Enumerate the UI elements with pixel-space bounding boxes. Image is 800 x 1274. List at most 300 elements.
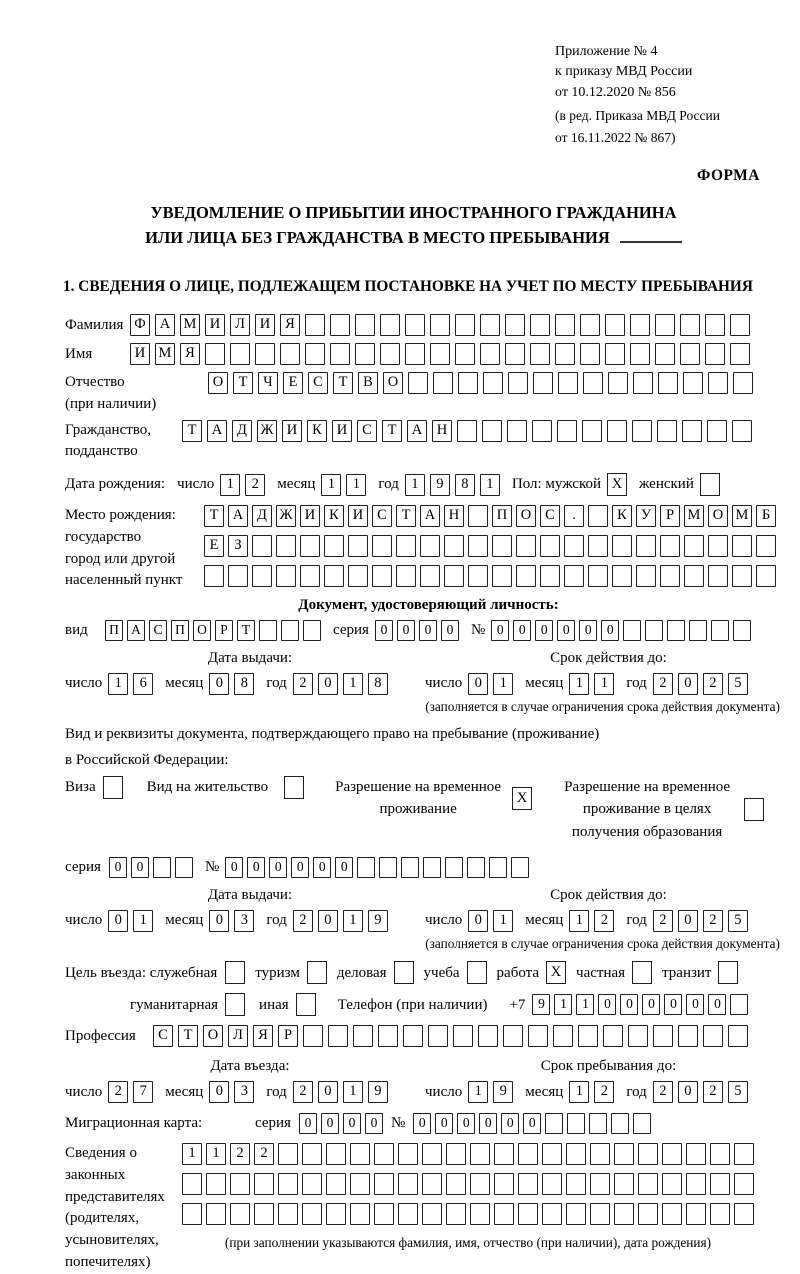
- char-box[interactable]: [455, 343, 475, 365]
- char-box[interactable]: [470, 1203, 490, 1225]
- char-box[interactable]: П: [105, 620, 123, 641]
- char-box[interactable]: 1: [321, 474, 341, 496]
- char-box[interactable]: [686, 1173, 706, 1195]
- char-box[interactable]: 0: [413, 1113, 431, 1134]
- char-box[interactable]: [660, 565, 680, 587]
- temp-permit-checkbox[interactable]: X: [512, 787, 532, 810]
- char-box[interactable]: 2: [254, 1143, 274, 1165]
- char-box[interactable]: 6: [133, 673, 153, 695]
- char-box[interactable]: [508, 372, 528, 394]
- char-box[interactable]: 5: [728, 910, 748, 932]
- char-box[interactable]: [540, 535, 560, 557]
- char-box[interactable]: [453, 1025, 473, 1047]
- char-box[interactable]: [280, 343, 300, 365]
- char-box[interactable]: [401, 857, 419, 878]
- char-box[interactable]: 9: [368, 910, 388, 932]
- char-box[interactable]: 0: [513, 620, 531, 641]
- char-box[interactable]: [175, 857, 193, 878]
- char-box[interactable]: 5: [728, 1081, 748, 1103]
- char-box[interactable]: [518, 1143, 538, 1165]
- char-box[interactable]: [732, 565, 752, 587]
- char-box[interactable]: И: [255, 314, 275, 336]
- char-box[interactable]: 2: [230, 1143, 250, 1165]
- char-box[interactable]: [614, 1203, 634, 1225]
- char-box[interactable]: [468, 565, 488, 587]
- char-box[interactable]: И: [282, 420, 302, 442]
- char-box[interactable]: [324, 535, 344, 557]
- char-box[interactable]: [305, 343, 325, 365]
- char-box[interactable]: [405, 314, 425, 336]
- char-box[interactable]: [667, 620, 685, 641]
- char-box[interactable]: [458, 372, 478, 394]
- char-box[interactable]: [653, 1025, 673, 1047]
- char-box[interactable]: [588, 565, 608, 587]
- char-box[interactable]: [607, 420, 627, 442]
- char-box[interactable]: 1: [594, 673, 614, 695]
- char-box[interactable]: 2: [594, 1081, 614, 1103]
- char-box[interactable]: [662, 1143, 682, 1165]
- char-box[interactable]: Я: [280, 314, 300, 336]
- char-box[interactable]: [710, 1173, 730, 1195]
- char-box[interactable]: [611, 1113, 629, 1134]
- char-box[interactable]: [422, 1203, 442, 1225]
- char-box[interactable]: [348, 535, 368, 557]
- char-box[interactable]: 0: [209, 1081, 229, 1103]
- char-box[interactable]: [348, 565, 368, 587]
- char-box[interactable]: [374, 1173, 394, 1195]
- char-box[interactable]: 0: [365, 1113, 383, 1134]
- char-box[interactable]: [494, 1203, 514, 1225]
- char-box[interactable]: К: [324, 505, 344, 527]
- char-box[interactable]: 0: [598, 994, 616, 1015]
- char-box[interactable]: 1: [346, 474, 366, 496]
- char-box[interactable]: О: [708, 505, 728, 527]
- char-box[interactable]: [482, 420, 502, 442]
- char-box[interactable]: 0: [397, 620, 415, 641]
- char-box[interactable]: М: [155, 343, 175, 365]
- char-box[interactable]: [326, 1143, 346, 1165]
- char-box[interactable]: 2: [703, 1081, 723, 1103]
- char-box[interactable]: [324, 565, 344, 587]
- char-box[interactable]: [708, 372, 728, 394]
- char-box[interactable]: [326, 1203, 346, 1225]
- purpose-commercial-checkbox[interactable]: [394, 961, 414, 984]
- char-box[interactable]: А: [228, 505, 248, 527]
- char-box[interactable]: [505, 314, 525, 336]
- char-box[interactable]: [530, 343, 550, 365]
- char-box[interactable]: [542, 1143, 562, 1165]
- char-box[interactable]: [542, 1203, 562, 1225]
- char-box[interactable]: Ж: [257, 420, 277, 442]
- char-box[interactable]: [730, 994, 748, 1015]
- char-box[interactable]: [468, 505, 488, 527]
- char-box[interactable]: 1: [493, 673, 513, 695]
- char-box[interactable]: [255, 343, 275, 365]
- char-box[interactable]: [408, 372, 428, 394]
- char-box[interactable]: [734, 1143, 754, 1165]
- char-box[interactable]: [542, 1173, 562, 1195]
- purpose-humanitarian-checkbox[interactable]: [225, 993, 245, 1016]
- char-box[interactable]: 0: [247, 857, 265, 878]
- char-box[interactable]: 1: [343, 673, 363, 695]
- char-box[interactable]: Т: [396, 505, 416, 527]
- char-box[interactable]: [730, 314, 750, 336]
- char-box[interactable]: [420, 535, 440, 557]
- char-box[interactable]: [446, 1173, 466, 1195]
- char-box[interactable]: 0: [678, 910, 698, 932]
- char-box[interactable]: [603, 1025, 623, 1047]
- char-box[interactable]: [330, 314, 350, 336]
- char-box[interactable]: 1: [343, 1081, 363, 1103]
- char-box[interactable]: 2: [245, 474, 265, 496]
- char-box[interactable]: 2: [703, 910, 723, 932]
- char-box[interactable]: [503, 1025, 523, 1047]
- char-box[interactable]: [396, 565, 416, 587]
- char-box[interactable]: 1: [569, 673, 589, 695]
- char-box[interactable]: [470, 1173, 490, 1195]
- char-box[interactable]: 2: [108, 1081, 128, 1103]
- char-box[interactable]: [300, 565, 320, 587]
- char-box[interactable]: [516, 565, 536, 587]
- char-box[interactable]: 2: [293, 910, 313, 932]
- char-box[interactable]: [278, 1173, 298, 1195]
- char-box[interactable]: 0: [664, 994, 682, 1015]
- char-box[interactable]: [732, 535, 752, 557]
- visa-checkbox[interactable]: [103, 776, 123, 799]
- char-box[interactable]: 0: [535, 620, 553, 641]
- char-box[interactable]: [252, 535, 272, 557]
- char-box[interactable]: 0: [109, 857, 127, 878]
- char-box[interactable]: И: [348, 505, 368, 527]
- char-box[interactable]: 0: [620, 994, 638, 1015]
- char-box[interactable]: [638, 1143, 658, 1165]
- char-box[interactable]: 1: [206, 1143, 226, 1165]
- char-box[interactable]: [403, 1025, 423, 1047]
- char-box[interactable]: 9: [430, 474, 450, 496]
- char-box[interactable]: [708, 535, 728, 557]
- char-box[interactable]: [678, 1025, 698, 1047]
- char-box[interactable]: [302, 1143, 322, 1165]
- char-box[interactable]: [206, 1173, 226, 1195]
- char-box[interactable]: [590, 1143, 610, 1165]
- char-box[interactable]: Я: [180, 343, 200, 365]
- char-box[interactable]: Д: [232, 420, 252, 442]
- char-box[interactable]: [567, 1113, 585, 1134]
- char-box[interactable]: [633, 372, 653, 394]
- char-box[interactable]: Т: [237, 620, 255, 641]
- char-box[interactable]: 0: [209, 910, 229, 932]
- char-box[interactable]: 0: [335, 857, 353, 878]
- purpose-transit-checkbox[interactable]: [718, 961, 738, 984]
- char-box[interactable]: [589, 1113, 607, 1134]
- char-box[interactable]: [533, 372, 553, 394]
- char-box[interactable]: [660, 535, 680, 557]
- char-box[interactable]: [590, 1173, 610, 1195]
- char-box[interactable]: [564, 535, 584, 557]
- char-box[interactable]: [630, 314, 650, 336]
- char-box[interactable]: [480, 314, 500, 336]
- char-box[interactable]: [398, 1143, 418, 1165]
- purpose-business-checkbox[interactable]: [225, 961, 245, 984]
- char-box[interactable]: 0: [269, 857, 287, 878]
- char-box[interactable]: [564, 565, 584, 587]
- char-box[interactable]: 0: [321, 1113, 339, 1134]
- char-box[interactable]: [530, 314, 550, 336]
- char-box[interactable]: У: [636, 505, 656, 527]
- char-box[interactable]: [518, 1203, 538, 1225]
- char-box[interactable]: М: [684, 505, 704, 527]
- char-box[interactable]: 3: [234, 1081, 254, 1103]
- char-box[interactable]: [590, 1203, 610, 1225]
- char-box[interactable]: [555, 343, 575, 365]
- char-box[interactable]: [302, 1203, 322, 1225]
- char-box[interactable]: 0: [686, 994, 704, 1015]
- char-box[interactable]: 2: [653, 910, 673, 932]
- char-box[interactable]: [422, 1173, 442, 1195]
- char-box[interactable]: [686, 1143, 706, 1165]
- char-box[interactable]: [605, 343, 625, 365]
- char-box[interactable]: [612, 535, 632, 557]
- char-box[interactable]: 0: [523, 1113, 541, 1134]
- char-box[interactable]: 0: [108, 910, 128, 932]
- char-box[interactable]: 2: [293, 673, 313, 695]
- char-box[interactable]: [558, 372, 578, 394]
- char-box[interactable]: Р: [660, 505, 680, 527]
- char-box[interactable]: [683, 372, 703, 394]
- char-box[interactable]: [328, 1025, 348, 1047]
- char-box[interactable]: [710, 1143, 730, 1165]
- char-box[interactable]: 0: [491, 620, 509, 641]
- char-box[interactable]: [467, 857, 485, 878]
- char-box[interactable]: А: [127, 620, 145, 641]
- char-box[interactable]: С: [153, 1025, 173, 1047]
- char-box[interactable]: [734, 1203, 754, 1225]
- char-box[interactable]: [628, 1025, 648, 1047]
- char-box[interactable]: [638, 1203, 658, 1225]
- char-box[interactable]: Н: [444, 505, 464, 527]
- char-box[interactable]: [374, 1203, 394, 1225]
- char-box[interactable]: В: [358, 372, 378, 394]
- char-box[interactable]: [756, 565, 776, 587]
- char-box[interactable]: [355, 343, 375, 365]
- purpose-tourism-checkbox[interactable]: [307, 961, 327, 984]
- char-box[interactable]: 7: [133, 1081, 153, 1103]
- char-box[interactable]: [580, 343, 600, 365]
- char-box[interactable]: 0: [131, 857, 149, 878]
- char-box[interactable]: 1: [480, 474, 500, 496]
- char-box[interactable]: [446, 1143, 466, 1165]
- char-box[interactable]: [398, 1173, 418, 1195]
- char-box[interactable]: [372, 565, 392, 587]
- char-box[interactable]: Р: [215, 620, 233, 641]
- char-box[interactable]: [252, 565, 272, 587]
- char-box[interactable]: 1: [493, 910, 513, 932]
- char-box[interactable]: 0: [501, 1113, 519, 1134]
- char-box[interactable]: 1: [554, 994, 572, 1015]
- char-box[interactable]: .: [564, 505, 584, 527]
- char-box[interactable]: З: [228, 535, 248, 557]
- char-box[interactable]: [710, 1203, 730, 1225]
- char-box[interactable]: Ф: [130, 314, 150, 336]
- char-box[interactable]: [684, 535, 704, 557]
- char-box[interactable]: [457, 420, 477, 442]
- char-box[interactable]: [305, 314, 325, 336]
- char-box[interactable]: 0: [642, 994, 660, 1015]
- char-box[interactable]: 2: [594, 910, 614, 932]
- char-box[interactable]: [423, 857, 441, 878]
- char-box[interactable]: [422, 1143, 442, 1165]
- char-box[interactable]: [655, 343, 675, 365]
- char-box[interactable]: 0: [441, 620, 459, 641]
- char-box[interactable]: Я: [253, 1025, 273, 1047]
- char-box[interactable]: 0: [313, 857, 331, 878]
- char-box[interactable]: О: [203, 1025, 223, 1047]
- char-box[interactable]: 2: [703, 673, 723, 695]
- char-box[interactable]: [259, 620, 277, 641]
- char-box[interactable]: Е: [283, 372, 303, 394]
- char-box[interactable]: Р: [278, 1025, 298, 1047]
- char-box[interactable]: 2: [653, 673, 673, 695]
- char-box[interactable]: 1: [343, 910, 363, 932]
- char-box[interactable]: Н: [432, 420, 452, 442]
- char-box[interactable]: [480, 343, 500, 365]
- char-box[interactable]: [756, 535, 776, 557]
- char-box[interactable]: [684, 565, 704, 587]
- char-box[interactable]: [470, 1143, 490, 1165]
- char-box[interactable]: [614, 1173, 634, 1195]
- char-box[interactable]: И: [130, 343, 150, 365]
- char-box[interactable]: [632, 420, 652, 442]
- char-box[interactable]: 0: [468, 673, 488, 695]
- char-box[interactable]: А: [407, 420, 427, 442]
- char-box[interactable]: [582, 420, 602, 442]
- char-box[interactable]: Л: [228, 1025, 248, 1047]
- char-box[interactable]: К: [612, 505, 632, 527]
- char-box[interactable]: [330, 343, 350, 365]
- char-box[interactable]: [605, 314, 625, 336]
- char-box[interactable]: [730, 343, 750, 365]
- purpose-private-checkbox[interactable]: [632, 961, 652, 984]
- char-box[interactable]: [230, 343, 250, 365]
- char-box[interactable]: [657, 420, 677, 442]
- char-box[interactable]: [353, 1025, 373, 1047]
- char-box[interactable]: 1: [569, 1081, 589, 1103]
- char-box[interactable]: [630, 343, 650, 365]
- char-box[interactable]: [379, 857, 397, 878]
- char-box[interactable]: И: [332, 420, 352, 442]
- char-box[interactable]: [355, 314, 375, 336]
- char-box[interactable]: 1: [133, 910, 153, 932]
- char-box[interactable]: 0: [579, 620, 597, 641]
- char-box[interactable]: [518, 1173, 538, 1195]
- char-box[interactable]: 0: [601, 620, 619, 641]
- edu-permit-checkbox[interactable]: [744, 798, 764, 821]
- char-box[interactable]: 0: [457, 1113, 475, 1134]
- char-box[interactable]: [588, 535, 608, 557]
- char-box[interactable]: [278, 1143, 298, 1165]
- char-box[interactable]: [489, 857, 507, 878]
- char-box[interactable]: 0: [708, 994, 726, 1015]
- char-box[interactable]: Т: [333, 372, 353, 394]
- char-box[interactable]: [528, 1025, 548, 1047]
- char-box[interactable]: [276, 565, 296, 587]
- char-box[interactable]: [378, 1025, 398, 1047]
- char-box[interactable]: 9: [368, 1081, 388, 1103]
- char-box[interactable]: [655, 314, 675, 336]
- char-box[interactable]: И: [205, 314, 225, 336]
- char-box[interactable]: С: [308, 372, 328, 394]
- sex-female-checkbox[interactable]: [700, 473, 720, 496]
- char-box[interactable]: [689, 620, 707, 641]
- char-box[interactable]: 0: [209, 673, 229, 695]
- char-box[interactable]: [612, 565, 632, 587]
- char-box[interactable]: 1: [405, 474, 425, 496]
- char-box[interactable]: Т: [233, 372, 253, 394]
- char-box[interactable]: С: [540, 505, 560, 527]
- char-box[interactable]: 0: [375, 620, 393, 641]
- char-box[interactable]: [494, 1173, 514, 1195]
- char-box[interactable]: [494, 1143, 514, 1165]
- char-box[interactable]: [505, 343, 525, 365]
- char-box[interactable]: [608, 372, 628, 394]
- char-box[interactable]: 1: [576, 994, 594, 1015]
- char-box[interactable]: 1: [108, 673, 128, 695]
- char-box[interactable]: [303, 620, 321, 641]
- char-box[interactable]: [302, 1173, 322, 1195]
- char-box[interactable]: О: [516, 505, 536, 527]
- char-box[interactable]: [396, 535, 416, 557]
- purpose-study-checkbox[interactable]: [467, 961, 487, 984]
- char-box[interactable]: 0: [318, 673, 338, 695]
- char-box[interactable]: Т: [178, 1025, 198, 1047]
- char-box[interactable]: [545, 1113, 563, 1134]
- char-box[interactable]: 8: [368, 673, 388, 695]
- char-box[interactable]: [350, 1203, 370, 1225]
- char-box[interactable]: 0: [318, 1081, 338, 1103]
- char-box[interactable]: [566, 1173, 586, 1195]
- char-box[interactable]: [444, 565, 464, 587]
- char-box[interactable]: [680, 314, 700, 336]
- char-box[interactable]: А: [207, 420, 227, 442]
- char-box[interactable]: [444, 535, 464, 557]
- char-box[interactable]: [380, 343, 400, 365]
- char-box[interactable]: [553, 1025, 573, 1047]
- char-box[interactable]: 1: [182, 1143, 202, 1165]
- char-box[interactable]: 0: [678, 1081, 698, 1103]
- char-box[interactable]: [580, 314, 600, 336]
- char-box[interactable]: О: [208, 372, 228, 394]
- char-box[interactable]: [446, 1203, 466, 1225]
- char-box[interactable]: [658, 372, 678, 394]
- char-box[interactable]: [623, 620, 641, 641]
- char-box[interactable]: 0: [225, 857, 243, 878]
- char-box[interactable]: 0: [468, 910, 488, 932]
- char-box[interactable]: [430, 343, 450, 365]
- char-box[interactable]: 8: [234, 673, 254, 695]
- char-box[interactable]: А: [155, 314, 175, 336]
- char-box[interactable]: [455, 314, 475, 336]
- char-box[interactable]: П: [492, 505, 512, 527]
- char-box[interactable]: М: [732, 505, 752, 527]
- char-box[interactable]: [205, 343, 225, 365]
- char-box[interactable]: О: [193, 620, 211, 641]
- char-box[interactable]: Л: [230, 314, 250, 336]
- char-box[interactable]: [614, 1143, 634, 1165]
- char-box[interactable]: 1: [220, 474, 240, 496]
- sex-male-checkbox[interactable]: X: [607, 473, 627, 496]
- char-box[interactable]: [228, 565, 248, 587]
- char-box[interactable]: П: [171, 620, 189, 641]
